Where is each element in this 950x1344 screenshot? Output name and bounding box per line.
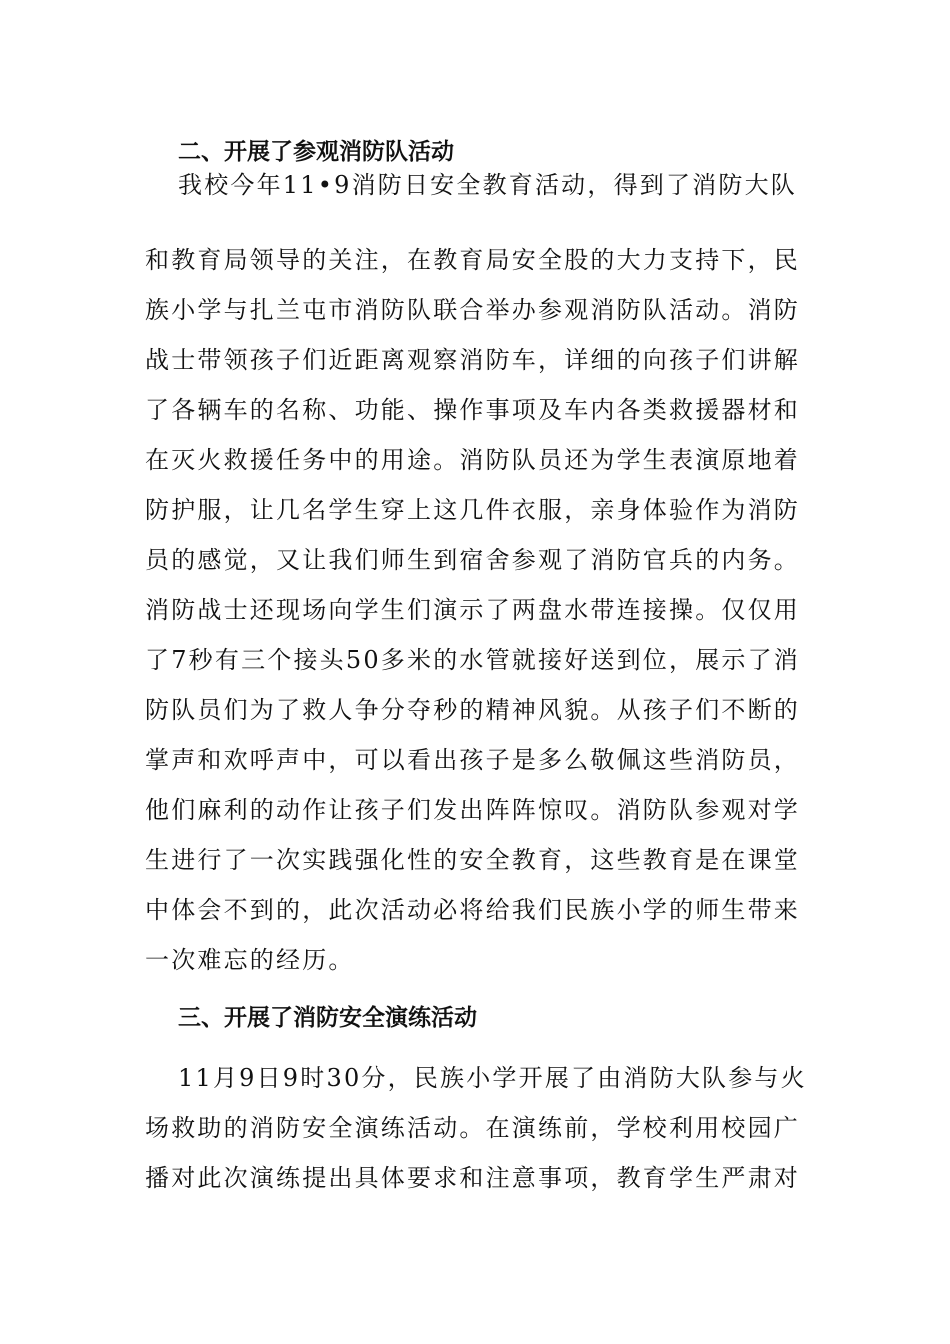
paragraph-line: 生进行了一次实践强化性的安全教育，这些教育是在课堂	[145, 846, 800, 874]
paragraph-line: 中体会不到的，此次活动必将给我们民族小学的师生带来	[145, 896, 800, 924]
paragraph-line: 掌声和欢呼声中，可以看出孩子是多么敬佩这些消防员，	[145, 746, 800, 774]
section-2-heading: 二、开展了参观消防队活动	[178, 139, 454, 165]
paragraph-line: 了各辆车的名称、功能、操作事项及车内各类救援器材和	[145, 396, 800, 424]
paragraph-line: 和教育局领导的关注，在教育局安全股的大力支持下，民	[145, 246, 800, 274]
paragraph-line: 我校今年11•9消防日安全教育活动，得到了消防大队	[178, 171, 797, 199]
paragraph-line: 播对此次演练提出具体要求和注意事项，教育学生严肃对	[145, 1164, 800, 1192]
paragraph-line: 战士带领孩子们近距离观察消防车，详细的向孩子们讲解	[145, 346, 800, 374]
paragraph-line: 防队员们为了救人争分夺秒的精神风貌。从孩子们不断的	[145, 696, 800, 724]
section-3-heading: 三、开展了消防安全演练活动	[178, 1005, 477, 1031]
paragraph-line: 消防战士还现场向学生们演示了两盘水带连接操。仅仅用	[145, 596, 800, 624]
paragraph-line: 了7秒有三个接头50多米的水管就接好送到位，展示了消	[145, 646, 801, 674]
paragraph-line: 一次难忘的经历。	[145, 946, 355, 974]
paragraph-line: 他们麻利的动作让孩子们发出阵阵惊叹。消防队参观对学	[145, 796, 800, 824]
paragraph-line: 场救助的消防安全演练活动。在演练前，学校利用校园广	[145, 1114, 800, 1142]
paragraph-line: 防护服，让几名学生穿上这几件衣服，亲身体验作为消防	[145, 496, 800, 524]
paragraph-line: 族小学与扎兰屯市消防队联合举办参观消防队活动。消防	[145, 296, 800, 324]
paragraph-line: 员的感觉，又让我们师生到宿舍参观了消防官兵的内务。	[145, 546, 800, 574]
paragraph-line: 11月9日9时30分，民族小学开展了由消防大队参与火	[178, 1064, 807, 1092]
paragraph-line: 在灭火救援任务中的用途。消防队员还为学生表演原地着	[145, 446, 800, 474]
